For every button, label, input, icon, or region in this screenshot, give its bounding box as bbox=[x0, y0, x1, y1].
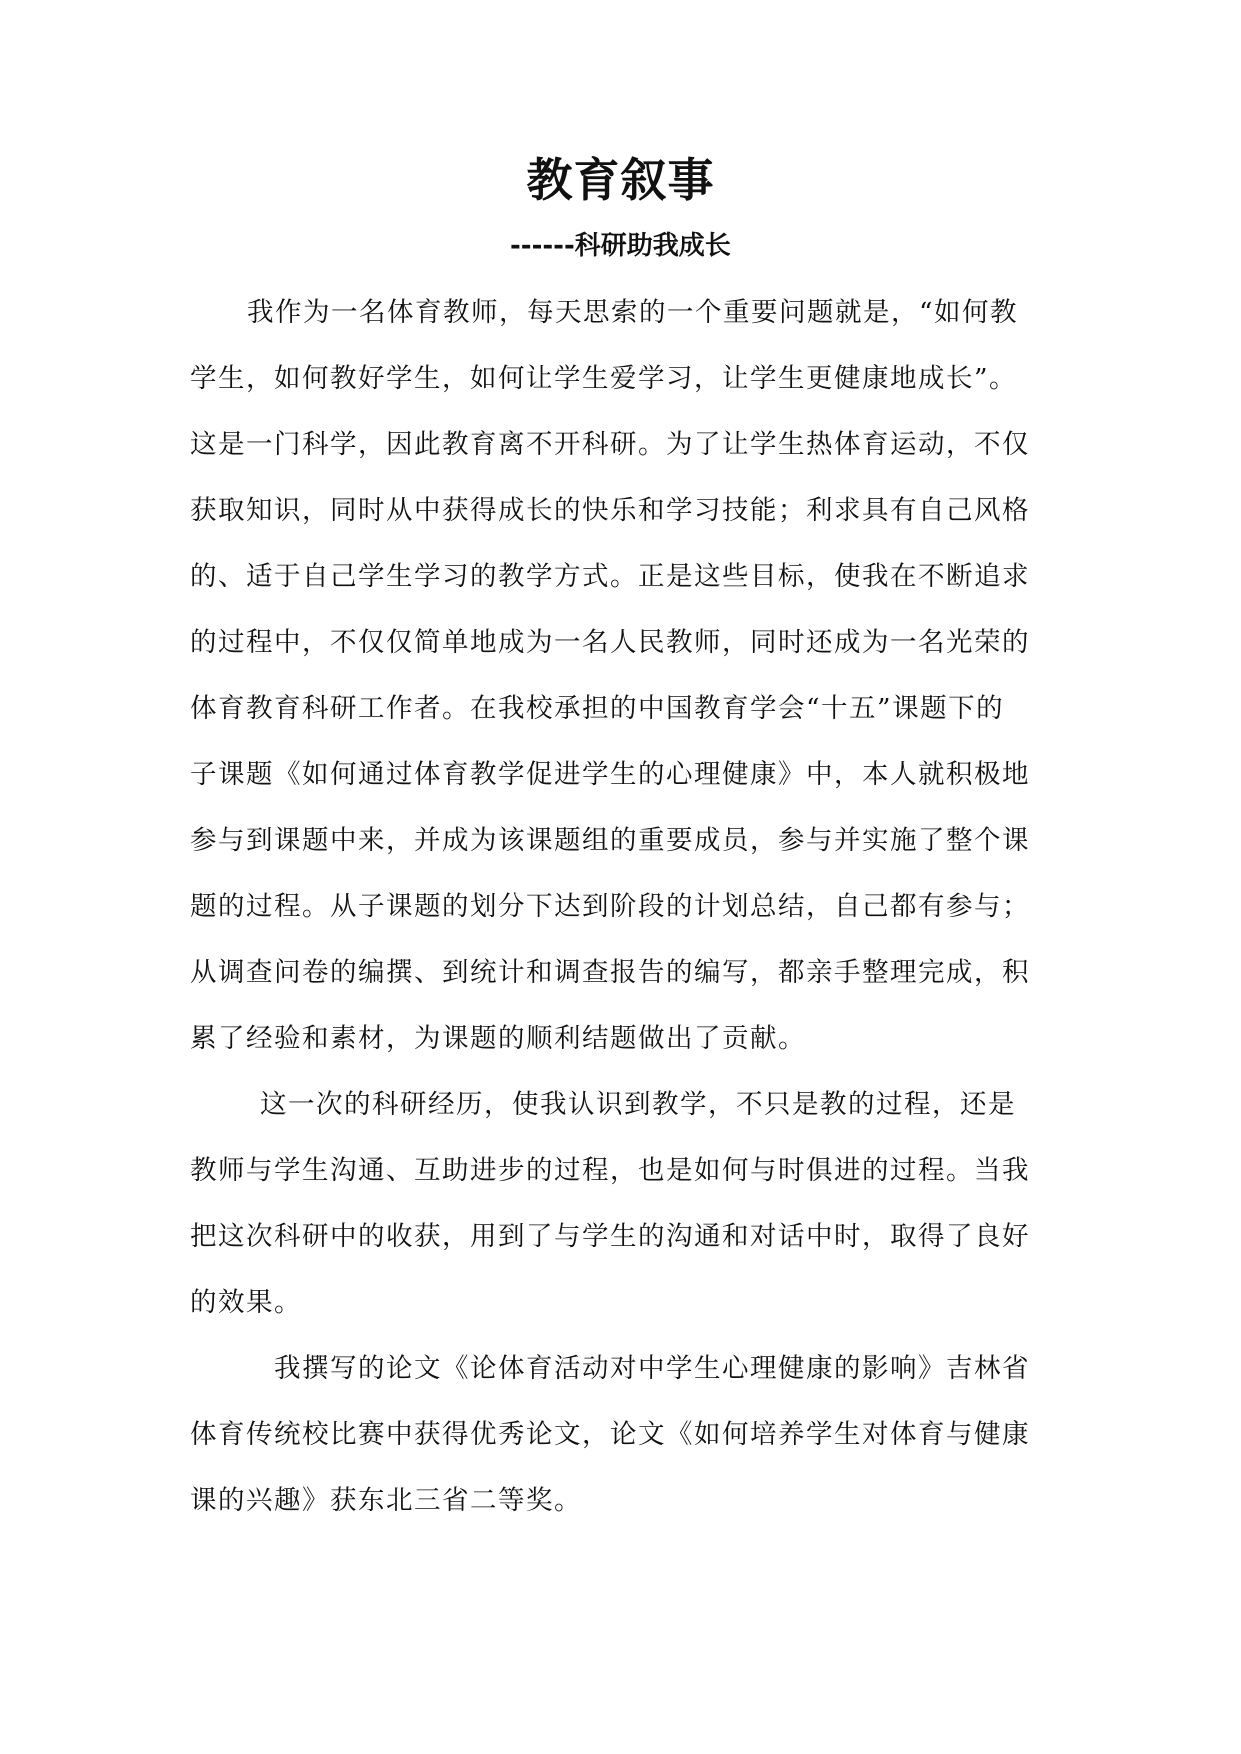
paragraph-3-line-2: 体育传统校比赛中获得优秀论文，论文《如何培养学生对体育与健康 bbox=[190, 1419, 1030, 1450]
document-title: 教育叙事 bbox=[526, 153, 715, 207]
paragraph-1-line-10: 题的过程。从子课题的划分下达到阶段的计划总结，自己都有参与； bbox=[190, 891, 1030, 922]
document-subtitle: ------科研助我成长 bbox=[510, 231, 731, 261]
paragraph-1-line-4: 获取知识，同时从中获得成长的快乐和学习技能；利求具有自己风格 bbox=[190, 495, 1030, 526]
paragraph-3-line-3: 课的兴趣》获东北三省二等奖。 bbox=[190, 1485, 582, 1516]
paragraph-1-line-5: 的、适于自己学生学习的教学方式。正是这些目标，使我在不断追求 bbox=[190, 561, 1030, 592]
paragraph-1-line-2: 学生，如何教好学生，如何让学生爱学习，让学生更健康地成长”。 bbox=[190, 363, 1018, 394]
paragraph-1-line-1: 我作为一名体育教师，每天思索的一个重要问题就是，“如何教 bbox=[247, 297, 1019, 328]
paragraph-1-line-8: 子课题《如何通过体育教学促进学生的心理健康》中，本人就积极地 bbox=[190, 759, 1030, 790]
paragraph-1-line-9: 参与到课题中来，并成为该课题组的重要成员，参与并实施了整个课 bbox=[190, 825, 1030, 856]
paragraph-3-line-1: 我撰写的论文《论体育活动对中学生心理健康的影响》吉林省 bbox=[274, 1353, 1030, 1384]
paragraph-1-line-11: 从调查问卷的编撰、到统计和调查报告的编写，都亲手整理完成，积 bbox=[190, 957, 1030, 988]
paragraph-2-line-2: 教师与学生沟通、互助进步的过程，也是如何与时俱进的过程。当我 bbox=[190, 1155, 1030, 1186]
paragraph-1-line-6: 的过程中，不仅仅简单地成为一名人民教师，同时还成为一名光荣的 bbox=[190, 627, 1030, 658]
paragraph-2-line-3: 把这次科研中的收获，用到了与学生的沟通和对话中时，取得了良好 bbox=[190, 1221, 1030, 1252]
paragraph-1-line-12: 累了经验和素材，为课题的顺利结题做出了贡献。 bbox=[190, 1023, 806, 1054]
paragraph-2-line-1: 这一次的科研经历，使我认识到教学，不只是教的过程，还是 bbox=[260, 1089, 1016, 1120]
paragraph-2-line-4: 的效果。 bbox=[190, 1287, 302, 1318]
paragraph-1-line-7: 体育教育科研工作者。在我校承担的中国教育学会“十五”课题下的 bbox=[190, 693, 1005, 724]
paragraph-1-line-3: 这是一门科学，因此教育离不开科研。为了让学生热体育运动，不仅 bbox=[190, 429, 1030, 460]
